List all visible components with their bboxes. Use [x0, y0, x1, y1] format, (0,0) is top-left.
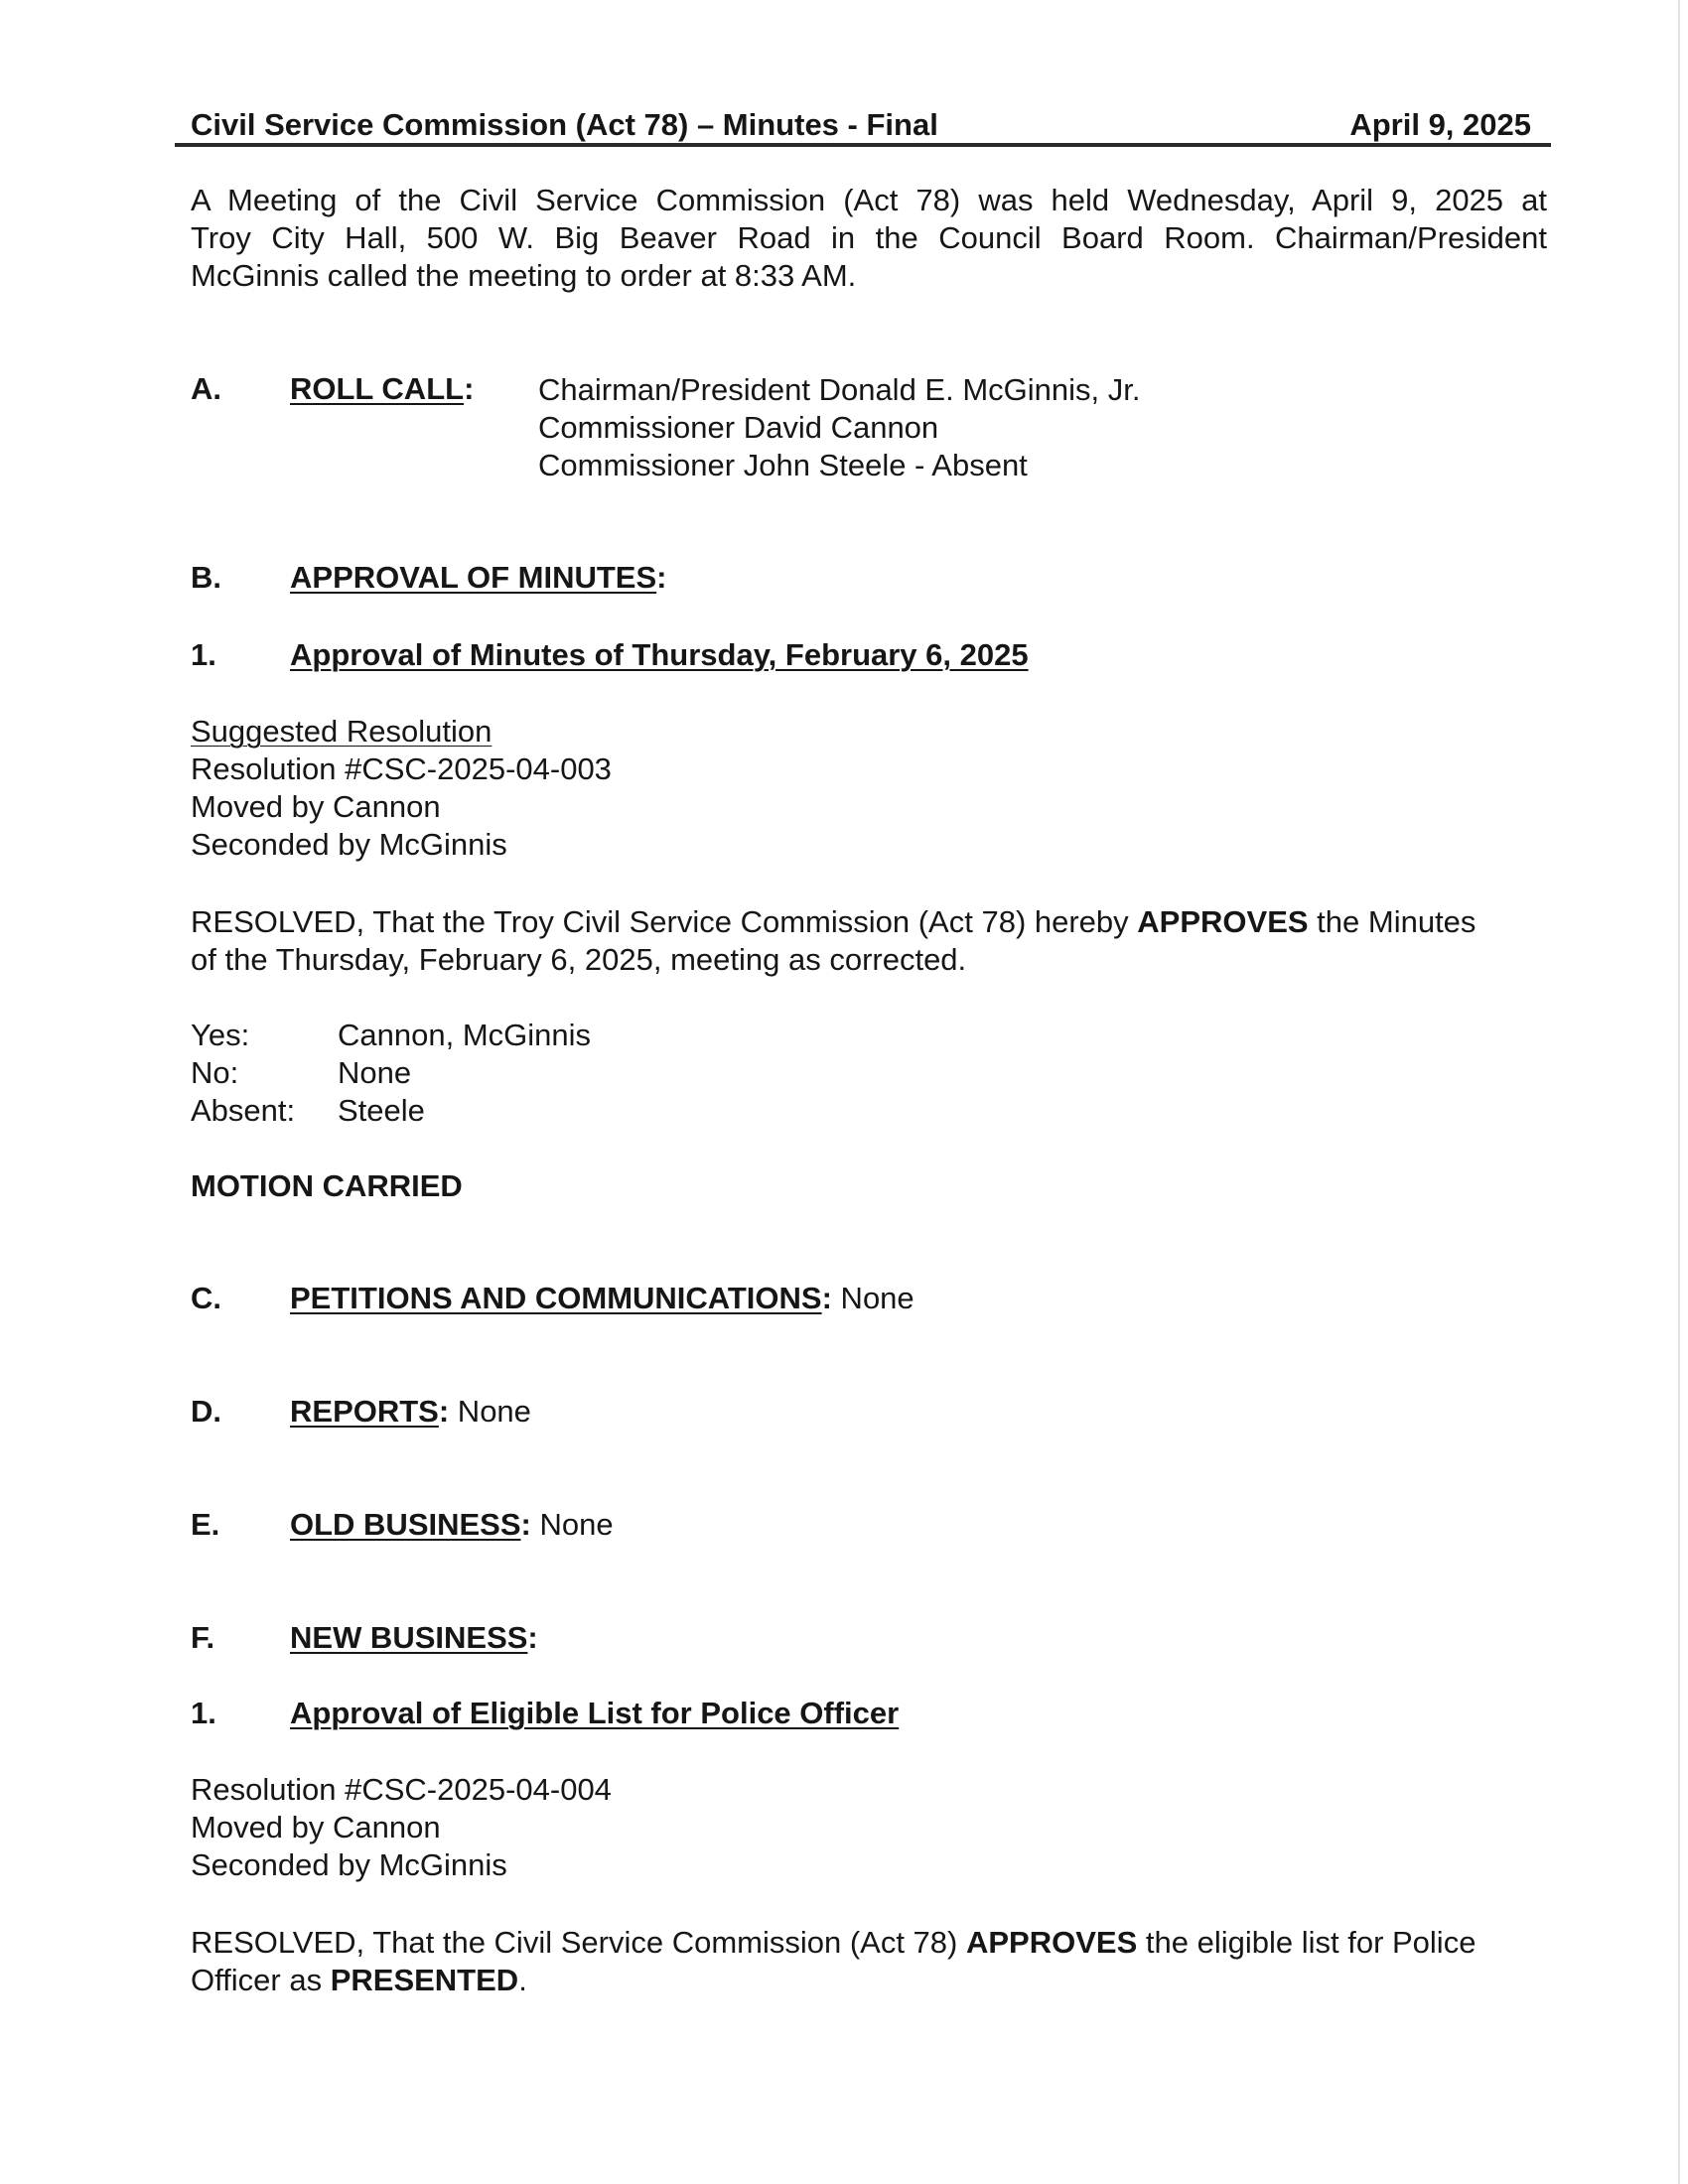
vote-label: Yes:: [191, 1018, 250, 1052]
motion-carried: MOTION CARRIED: [191, 1168, 463, 1203]
resolved-line-1: [191, 903, 1476, 941]
petitions-title: PETITIONS AND COMMUNICATIONS: [290, 1281, 822, 1315]
old-business-colon: :: [520, 1507, 531, 1542]
resolved-text: Officer as: [191, 1963, 331, 1997]
section-letter-c: C.: [191, 1281, 221, 1315]
roll-call-member: Commissioner David Cannon: [538, 410, 939, 445]
resolution-block: [191, 713, 612, 864]
section-letter-f: F.: [191, 1620, 215, 1655]
resolved-action: PRESENTED: [330, 1963, 519, 1997]
resolved-line-2: [191, 1962, 1476, 1999]
item-number: 1.: [191, 637, 216, 672]
section-letter-a: A.: [191, 371, 221, 406]
roll-call-member: Chairman/President Donald E. McGinnis, Jr.: [538, 372, 1141, 407]
reports-value: None: [449, 1394, 531, 1429]
resolved-action: APPROVES: [1137, 904, 1309, 939]
vote-value: Cannon, McGinnis: [338, 1018, 592, 1052]
roll-call-list: [538, 371, 1140, 484]
item-number: 1.: [191, 1696, 216, 1730]
approval-of-minutes-item-title: Approval of Minutes of Thursday, February 6, 2025: [290, 637, 1029, 672]
vote-label: Absent:: [191, 1093, 296, 1128]
resolved-line-1: [191, 1924, 1476, 1962]
roll-call-colon: :: [464, 371, 475, 406]
approval-of-minutes-colon: :: [656, 560, 667, 595]
resolved-paragraph: [191, 903, 1476, 979]
section-letter-d: D.: [191, 1394, 221, 1429]
vote-table: [191, 1017, 591, 1130]
petitions-colon: :: [821, 1281, 832, 1315]
scan-edge-line: [1678, 0, 1680, 2184]
suggested-resolution-label: Suggested Resolution: [191, 714, 492, 749]
roll-call-title: ROLL CALL: [290, 371, 465, 406]
resolved-line-2: of the Thursday, February 6, 2025, meeting as corrected.: [191, 942, 967, 977]
vote-row: [191, 1092, 591, 1130]
intro-line: McGinnis called the meeting to order at 8:33 AM.: [191, 258, 857, 293]
roll-call-heading: [290, 371, 474, 407]
resolution-number: Resolution #CSC-2025-04-003: [191, 751, 612, 786]
section-letter-e: E.: [191, 1507, 220, 1542]
old-business-value: None: [530, 1507, 614, 1542]
resolved-text: RESOLVED, That the Civil Service Commission (Act 78): [191, 1925, 966, 1960]
seconded-by: Seconded by McGinnis: [191, 827, 507, 862]
moved-by: Moved by Cannon: [191, 1810, 441, 1844]
vote-value: None: [338, 1055, 412, 1090]
old-business-heading: [290, 1507, 614, 1543]
intro-paragraph: [191, 182, 1547, 295]
document-title: Civil Service Commission (Act 78) – Minutes - Final: [191, 107, 938, 142]
petitions-value: None: [831, 1281, 914, 1315]
header-rule: [175, 143, 1551, 147]
resolved-text: .: [518, 1963, 527, 1997]
intro-line: Troy City Hall, 500 W. Big Beaver Road in the Council Board Room. Chairman/President: [191, 220, 1547, 255]
resolved-text: the Minutes: [1308, 904, 1477, 939]
roll-call-member: Commissioner John Steele - Absent: [538, 448, 1028, 482]
resolved-text: the eligible list for Police: [1137, 1925, 1477, 1960]
resolved-paragraph: [191, 1924, 1476, 1999]
document-header: [191, 103, 1551, 147]
resolution-block: [191, 1771, 612, 1884]
petitions-heading: [290, 1281, 914, 1316]
reports-heading: [290, 1394, 531, 1430]
moved-by: Moved by Cannon: [191, 789, 441, 824]
approval-of-minutes-title: APPROVAL OF MINUTES: [290, 560, 657, 595]
section-letter-b: B.: [191, 560, 221, 595]
old-business-title: OLD BUSINESS: [290, 1507, 521, 1542]
reports-colon: :: [438, 1394, 450, 1429]
vote-label: No:: [191, 1055, 239, 1090]
document-date: April 9, 2025: [1349, 107, 1531, 142]
intro-line: A Meeting of the Civil Service Commission (Act 78) was held Wednesday, April 9, 2025 at: [191, 183, 1547, 217]
resolution-number: Resolution #CSC-2025-04-004: [191, 1772, 612, 1807]
resolved-text: RESOLVED, That the Troy Civil Service Commission (Act 78) hereby: [191, 904, 1138, 939]
new-business-colon: :: [527, 1620, 538, 1655]
vote-row: [191, 1017, 591, 1054]
reports-title: REPORTS: [290, 1394, 439, 1429]
new-business-title: NEW BUSINESS: [290, 1620, 528, 1655]
vote-row: [191, 1054, 591, 1092]
seconded-by: Seconded by McGinnis: [191, 1847, 507, 1882]
new-business-heading: [290, 1620, 538, 1656]
vote-value: Steele: [338, 1093, 425, 1128]
new-business-item-title: Approval of Eligible List for Police Officer: [290, 1696, 900, 1730]
resolved-action: APPROVES: [965, 1925, 1138, 1960]
approval-of-minutes-heading: [290, 560, 666, 596]
